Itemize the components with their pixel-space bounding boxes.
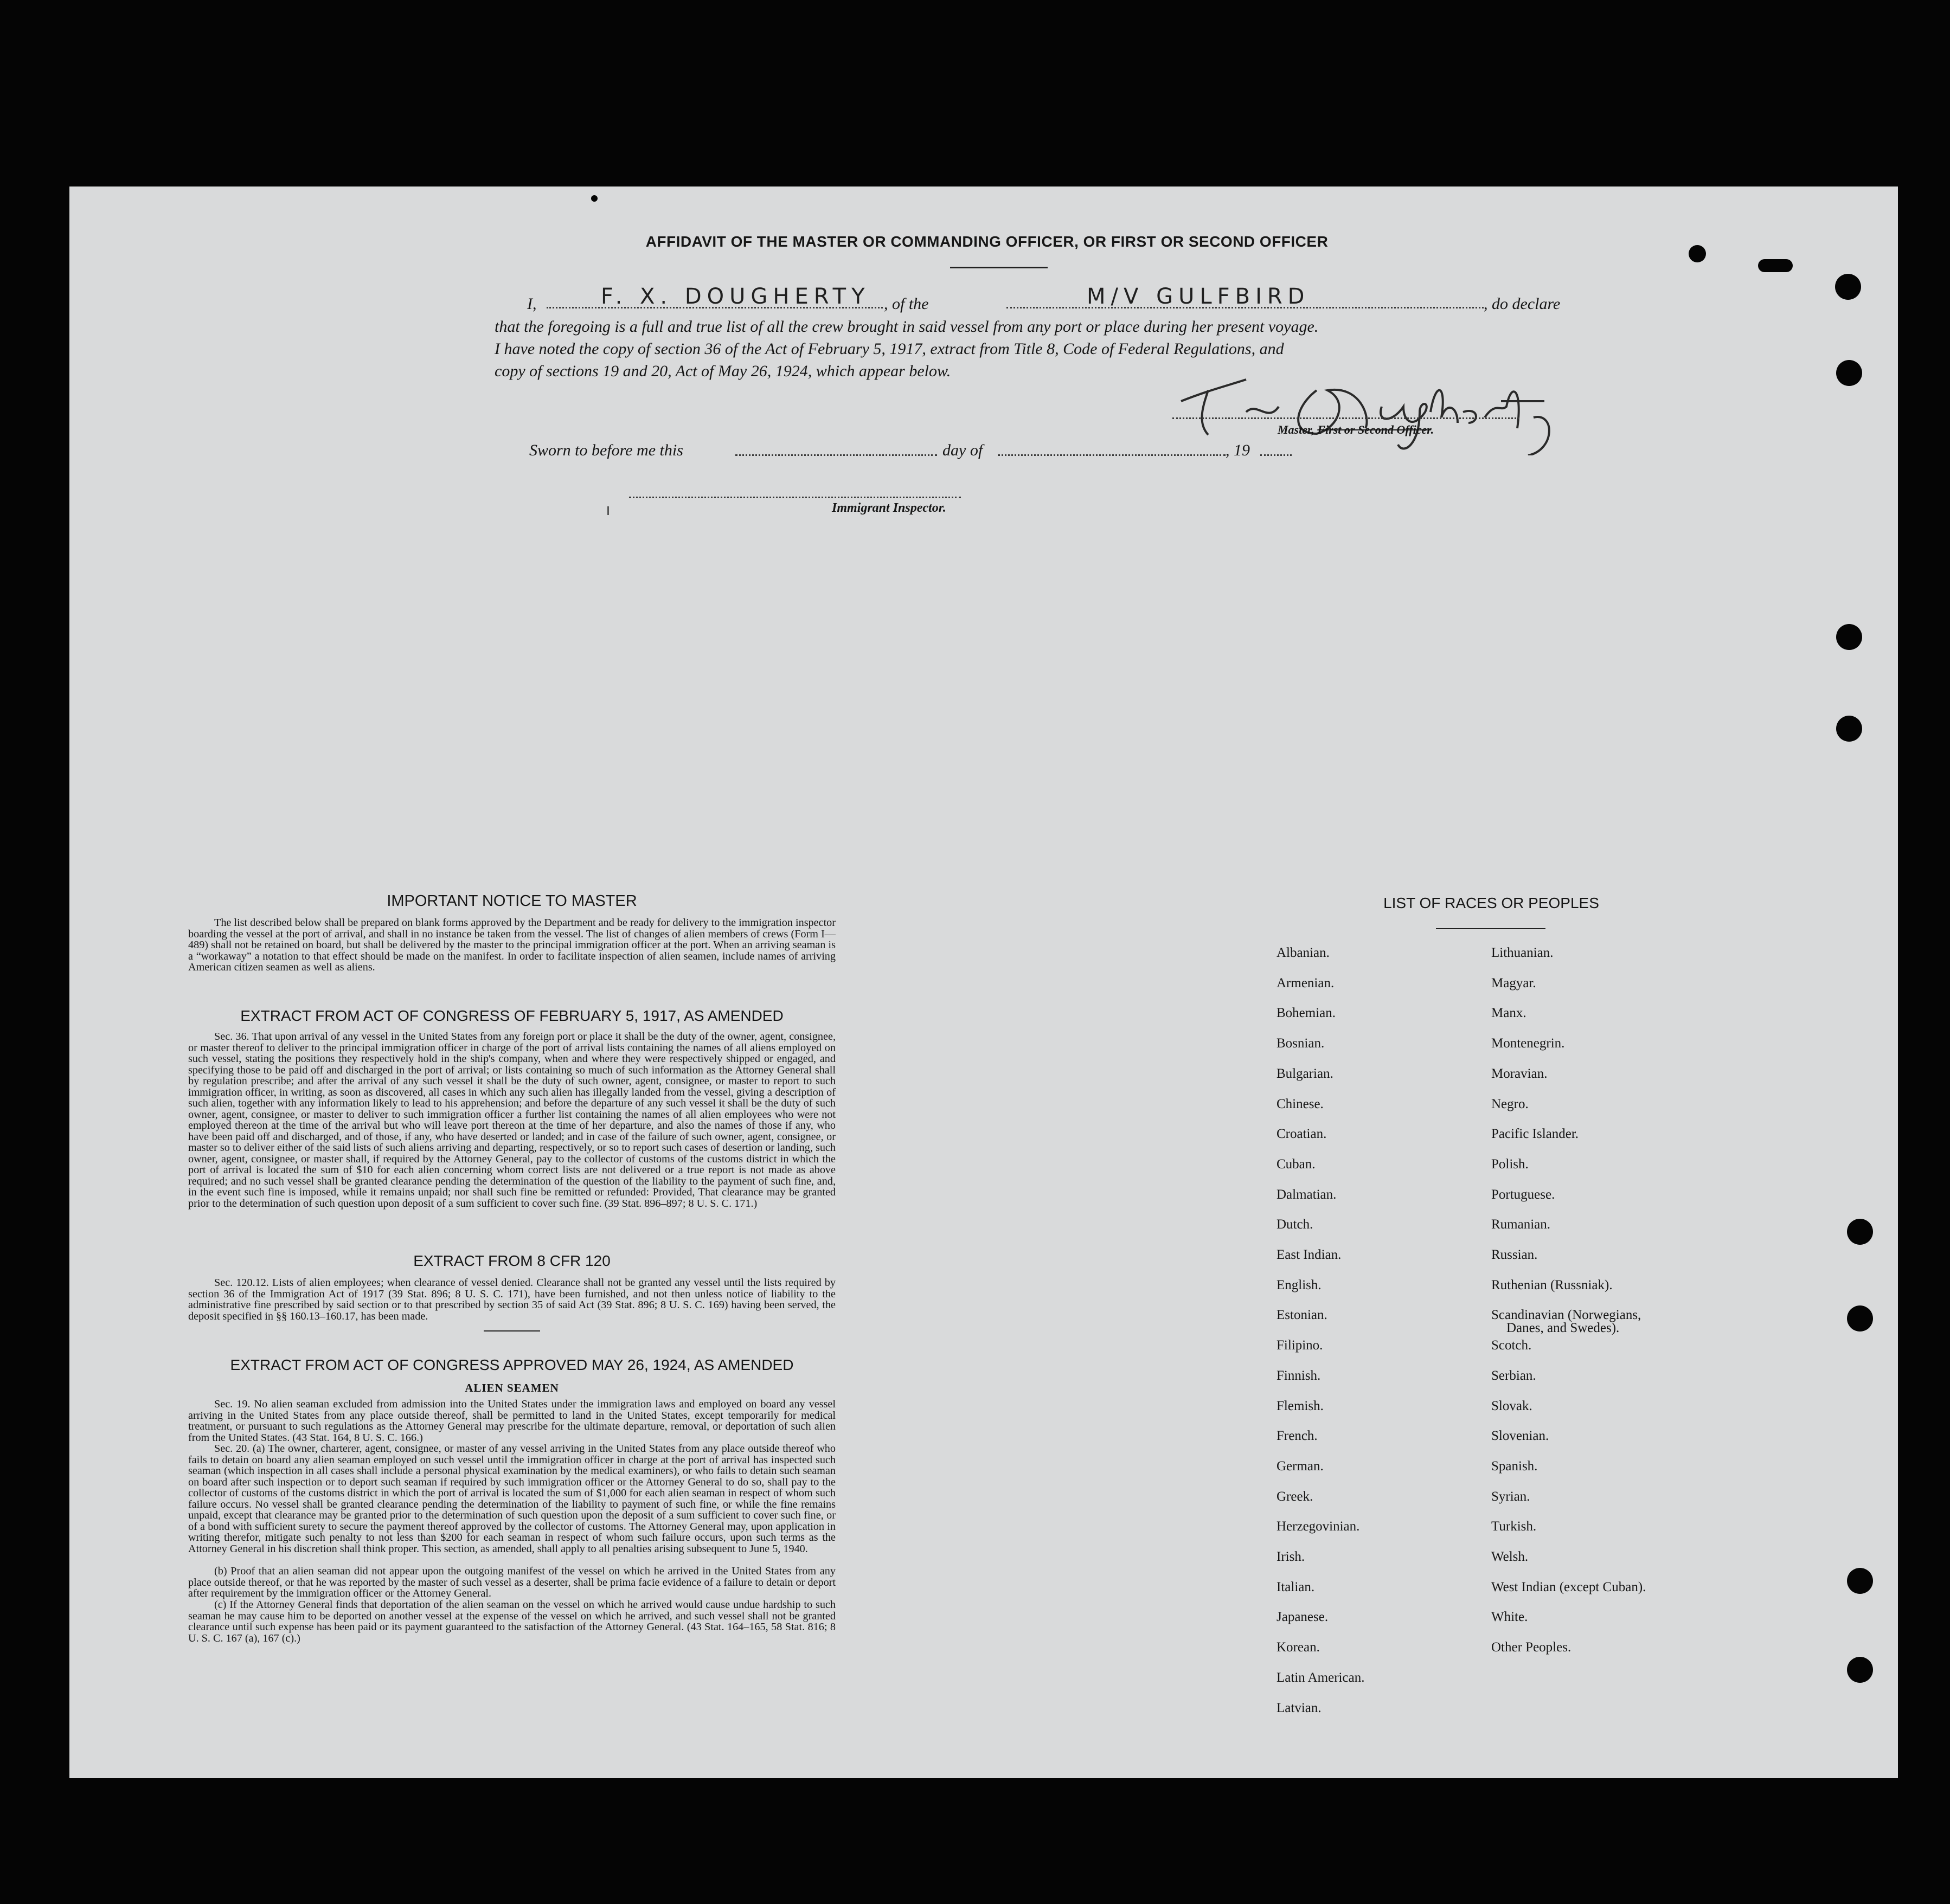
race-item: Montenegrin. — [1491, 1036, 1565, 1051]
tick-mark — [607, 506, 609, 515]
punch-hole — [1835, 274, 1861, 300]
extract-1917-text: Sec. 36. That upon arrival of any vessel in the United States from any foreign port or place it shall be the duty of the owner, agent, consignee, or master thereof to deliver to the principal immigration officer in charge of the port of arrival lists containing the names of all aliens employed on such vessel, stating the positions they respectively hold in the ship's company, when and where they were respectively shipped or engaged, and specifying those to be paid off and discharged in the port of arrival; or lists containing so much of such information as the Attorney General shall by regulation prescribe; and after the arrival of any such vessel it shall be the duty of such owner, agent, consignee, or master to report to such immigration officer, in writing, as soon as discovered, all cases in which any such alien has illegally landed from the vessel, giving a description of such alien, together with any information likely to lead to his apprehension; and before the departure of any such vessel it shall be the duty of such owner, agent, consignee, or master to deliver to such immigration officer a further list containing the names of all alien employees who were not employed thereon at the time of the arrival but who will leave port thereon at the time of her departure, and also the names of those if any, who have been paid off and discharged, and of those, if any, who have deserted or landed; and in case of the failure of such owner, agent, consignee, or master so to deliver either of the said lists of such aliens arriving and departing, respectively, or so to report such cases of desertion or landing, such owner, agent, consignee, or master shall, if required by the Attorney General, pay to the collector of customs of the customs district in which the port of arrival is located the sum of $10 for each alien concerning whom correct lists are not delivered or a true report is not made as above required; and no such vessel shall be granted clearance pending the determination of the question of the liability to the payment of such fine, and, in the event such fine is imposed, while it remains unpaid; nor shall such fine be remitted or refunded: Provided, That clearance may be granted prior to the determination of such question upon deposit of a sum sufficient to cover such fine. (39 Stat. 896–897; 8 U. S. C. 171.) — [188, 1031, 836, 1210]
race-item: Greek. — [1277, 1489, 1313, 1504]
sworn-year-line — [1260, 454, 1292, 456]
race-item: Pacific Islander. — [1491, 1127, 1579, 1141]
race-item: Rumanian. — [1491, 1217, 1551, 1232]
punch-hole — [1847, 1657, 1873, 1683]
sworn-label: Sworn to before me this — [529, 441, 683, 459]
punch-hole — [1689, 245, 1706, 262]
extract-1924-subtitle: ALIEN SEAMEN — [465, 1381, 559, 1394]
race-item: Slovenian. — [1491, 1429, 1549, 1443]
inspector-line — [629, 497, 961, 498]
punch-hole — [1836, 360, 1862, 386]
race-item: Scandinavian (Norwegians, — [1491, 1308, 1641, 1322]
sec-20c-text: (c) If the Attorney General finds that deportation of the alien seaman on the vessel on which he arrived would cause undue hardship to such seaman he may cause him to be deported on another vessel at the expense of the vessel on which he arrived, and such vessel shall not be granted clearance until such expense has been paid or its payment guaranteed to the satisfaction of the Attorney General. (43 Stat. 164–165, 58 Stat. 816; 8 U. S. C. 167 (a), 167 (c).) — [188, 1599, 836, 1644]
race-item: Latin American. — [1277, 1670, 1365, 1685]
master-name: F. X. DOUGHERTY — [601, 284, 870, 309]
punch-hole — [1836, 624, 1862, 650]
race-item: Magyar. — [1491, 976, 1536, 990]
race-item: Manx. — [1491, 1006, 1526, 1020]
race-item: Dutch. — [1277, 1217, 1313, 1232]
vessel-name: M/V GULFBIRD — [1087, 284, 1310, 309]
race-item: Serbian. — [1491, 1368, 1536, 1383]
race-item: Herzegovinian. — [1277, 1519, 1360, 1534]
race-item: Negro. — [1491, 1097, 1529, 1111]
affidavit-text-1: that the foregoing is a full and true list of all the crew brought in said vessel from any port or place during her present voyage. — [495, 318, 1319, 336]
race-item: Flemish. — [1277, 1399, 1324, 1413]
affidavit-text-3: copy of sections 19 and 20, Act of May 26, 1924, which appear below. — [495, 362, 951, 380]
race-item: Slovak. — [1491, 1399, 1532, 1413]
signature-line — [1172, 417, 1519, 419]
race-item: Polish. — [1491, 1157, 1529, 1172]
affidavit-i: I, — [527, 295, 537, 313]
punch-hole — [1847, 1219, 1873, 1245]
race-item: Albanian. — [1277, 945, 1330, 960]
extract-1924-title: EXTRACT FROM ACT OF CONGRESS APPROVED MAY 26, 1924, AS AMENDED — [230, 1356, 794, 1373]
race-item: Croatian. — [1277, 1127, 1327, 1141]
extract-cfr-text: Sec. 120.12. Lists of alien employees; when clearance of vessel denied. Clearance shall not be granted any vessel until the lists required by section 36 of the Immigration Act of 1917 (39 Stat. 896; 8 U. S. C. 171), have been furnished, and not then unless notice of liability to the administrative fine prescribed by said section or to that prescribed by section 35 of said Act (39 Stat. 896; 8 U. S. C. 169) having been served, the deposit specified in §§ 160.13–160.17, has been made. — [188, 1277, 836, 1322]
punch-hole — [1847, 1568, 1873, 1594]
race-item: Portuguese. — [1491, 1187, 1555, 1202]
races-title-rule — [1436, 928, 1545, 929]
race-item: Filipino. — [1277, 1338, 1323, 1353]
race-item: Welsh. — [1491, 1549, 1529, 1564]
form-page — [69, 186, 1898, 1778]
punch-hole — [1836, 716, 1862, 742]
race-item: Turkish. — [1491, 1519, 1537, 1534]
race-item: English. — [1277, 1278, 1322, 1292]
punch-hole — [1847, 1305, 1873, 1331]
master-label-struck: First or Second Officer — [1317, 423, 1431, 436]
race-item: Lithuanian. — [1491, 945, 1554, 960]
ink-speck — [591, 195, 598, 202]
race-item: Japanese. — [1277, 1610, 1329, 1624]
race-item: White. — [1491, 1610, 1528, 1624]
race-item: Armenian. — [1277, 976, 1335, 990]
affidavit-title-rule — [950, 267, 1048, 268]
race-item: Bosnian. — [1277, 1036, 1325, 1051]
race-item: Other Peoples. — [1491, 1640, 1571, 1655]
race-item: Korean. — [1277, 1640, 1320, 1655]
race-item: Moravian. — [1491, 1066, 1548, 1081]
races-title: LIST OF RACES OR PEOPLES — [1383, 895, 1599, 911]
race-item: Irish. — [1277, 1549, 1305, 1564]
race-item: German. — [1277, 1459, 1324, 1474]
sworn-month-line — [998, 454, 1226, 456]
race-item: Bohemian. — [1277, 1006, 1336, 1020]
race-item: Italian. — [1277, 1580, 1315, 1594]
affidavit-title: AFFIDAVIT OF THE MASTER OR COMMANDING OFFICER, OR FIRST OR SECOND OFFICER — [645, 233, 1329, 250]
master-label — [1278, 423, 1434, 437]
notice-text: The list described below shall be prepared on blank forms approved by the Department and be ready for delivery to the immigration inspector boarding the vessel at the port of arrival, and shall in no instance be taken from the vessel. The list of changes of alien members of crews (Form I—489) shall not be retained on board, but shall be delivered by the master to the principal immigration officer at the port. When an arriving seaman is a “workaway” a notation to that effect should be made on the manifest. In order to facilitate inspection of alien seamen, include names of arriving American citizen seamen as well as aliens. — [188, 917, 836, 973]
sworn-day-line — [735, 454, 937, 456]
race-item: Scotch. — [1491, 1338, 1532, 1353]
sec-19-text: Sec. 19. No alien seaman excluded from admission into the United States under the immigration laws and employed on board any vessel arriving in the United States from any place outside thereof, shall be permitted to land in the United States, except temporarily for medical treatment, or pursuant to such regulations as the Attorney General may prescribe for the ultimate departure, removal, or deportation of such alien from the United States. (43 Stat. 164, 8 U. S. C. 166.) — [188, 1398, 836, 1444]
affidavit-text-2: I have noted the copy of section 36 of the Act of February 5, 1917, extract from Title 8, Code of Federal Regulations, and — [495, 340, 1284, 358]
ink-blot — [1758, 259, 1793, 272]
inspector-label: Immigrant Inspector. — [832, 501, 946, 515]
race-item: Syrian. — [1491, 1489, 1530, 1504]
notice-title: IMPORTANT NOTICE TO MASTER — [387, 892, 637, 910]
affidavit-do-declare: , do declare — [1484, 295, 1561, 313]
race-item: Russian. — [1491, 1247, 1538, 1262]
extract-1917-title: EXTRACT FROM ACT OF CONGRESS OF FEBRUARY 5, 1917, AS AMENDED — [240, 1007, 784, 1024]
race-item: West Indian (except Cuban). — [1491, 1580, 1646, 1594]
race-item: Ruthenian (Russniak). — [1491, 1278, 1613, 1292]
race-item: Cuban. — [1277, 1157, 1316, 1172]
race-item: East Indian. — [1277, 1247, 1342, 1262]
master-label-period: . — [1431, 423, 1434, 436]
day-of-label: day of — [942, 441, 983, 459]
race-item: French. — [1277, 1429, 1318, 1443]
race-item: Bulgarian. — [1277, 1066, 1333, 1081]
race-item: Spanish. — [1491, 1459, 1538, 1474]
extract-cfr-title: EXTRACT FROM 8 CFR 120 — [413, 1252, 611, 1269]
race-item: Latvian. — [1277, 1701, 1322, 1715]
race-item: Dalmatian. — [1277, 1187, 1337, 1202]
year-label: , 19 — [1226, 441, 1250, 459]
race-item: Estonian. — [1277, 1308, 1327, 1322]
race-item: Finnish. — [1277, 1368, 1321, 1383]
race-item: Danes, and Swedes). — [1506, 1321, 1620, 1335]
affidavit-of-the: , of the — [884, 295, 929, 313]
sec-20a-text: Sec. 20. (a) The owner, charterer, agent, consignee, or master of any vessel arriving in the United States from any place outside thereof who fails to detain on board any alien seaman employed on such vessel until the immigration officer in charge at the port of arrival has inspected such seaman (which inspection in all cases shall include a personal physical examination by the medical examiners), or who fails to detain such seaman on board after such inspection or to deport such seaman if required by such immigration officer or the Attorney General to do so, shall pay to the collector of customs of the customs district in which the port of arrival is located the sum of $1,000 for each alien seaman in respect of whom such failure occurs. No vessel shall be granted clearance pending the determination of the liability to payment of such fine, or while the fine remains unpaid, except that clearance may be granted prior to the determination of such question upon the deposit of a sum sufficient to cover such fine, or of a bond with sufficient surety to secure the payment thereof approved by the collector of customs. The Attorney General may, upon application in writing therefor, mitigate such penalty to not less than $200 for each seaman in respect of whom such failure occurs, upon such terms as the Attorney General in his discretion shall think proper. This section, as amended, shall apply to all penalties arising subsequent to June 5, 1940. — [188, 1443, 836, 1555]
master-label-master: Master, — [1278, 423, 1318, 436]
cfr-rule — [484, 1330, 540, 1331]
race-item: Chinese. — [1277, 1097, 1324, 1111]
sec-20b-text: (b) Proof that an alien seaman did not appear upon the outgoing manifest of the vessel on which he arrived in the United States from any place outside thereof, or that he was reported by the master of such vessel as a deserter, shall be prima facie evidence of a failure to detain or deport after requirement by the immigration officer or the Attorney General. — [188, 1565, 836, 1599]
